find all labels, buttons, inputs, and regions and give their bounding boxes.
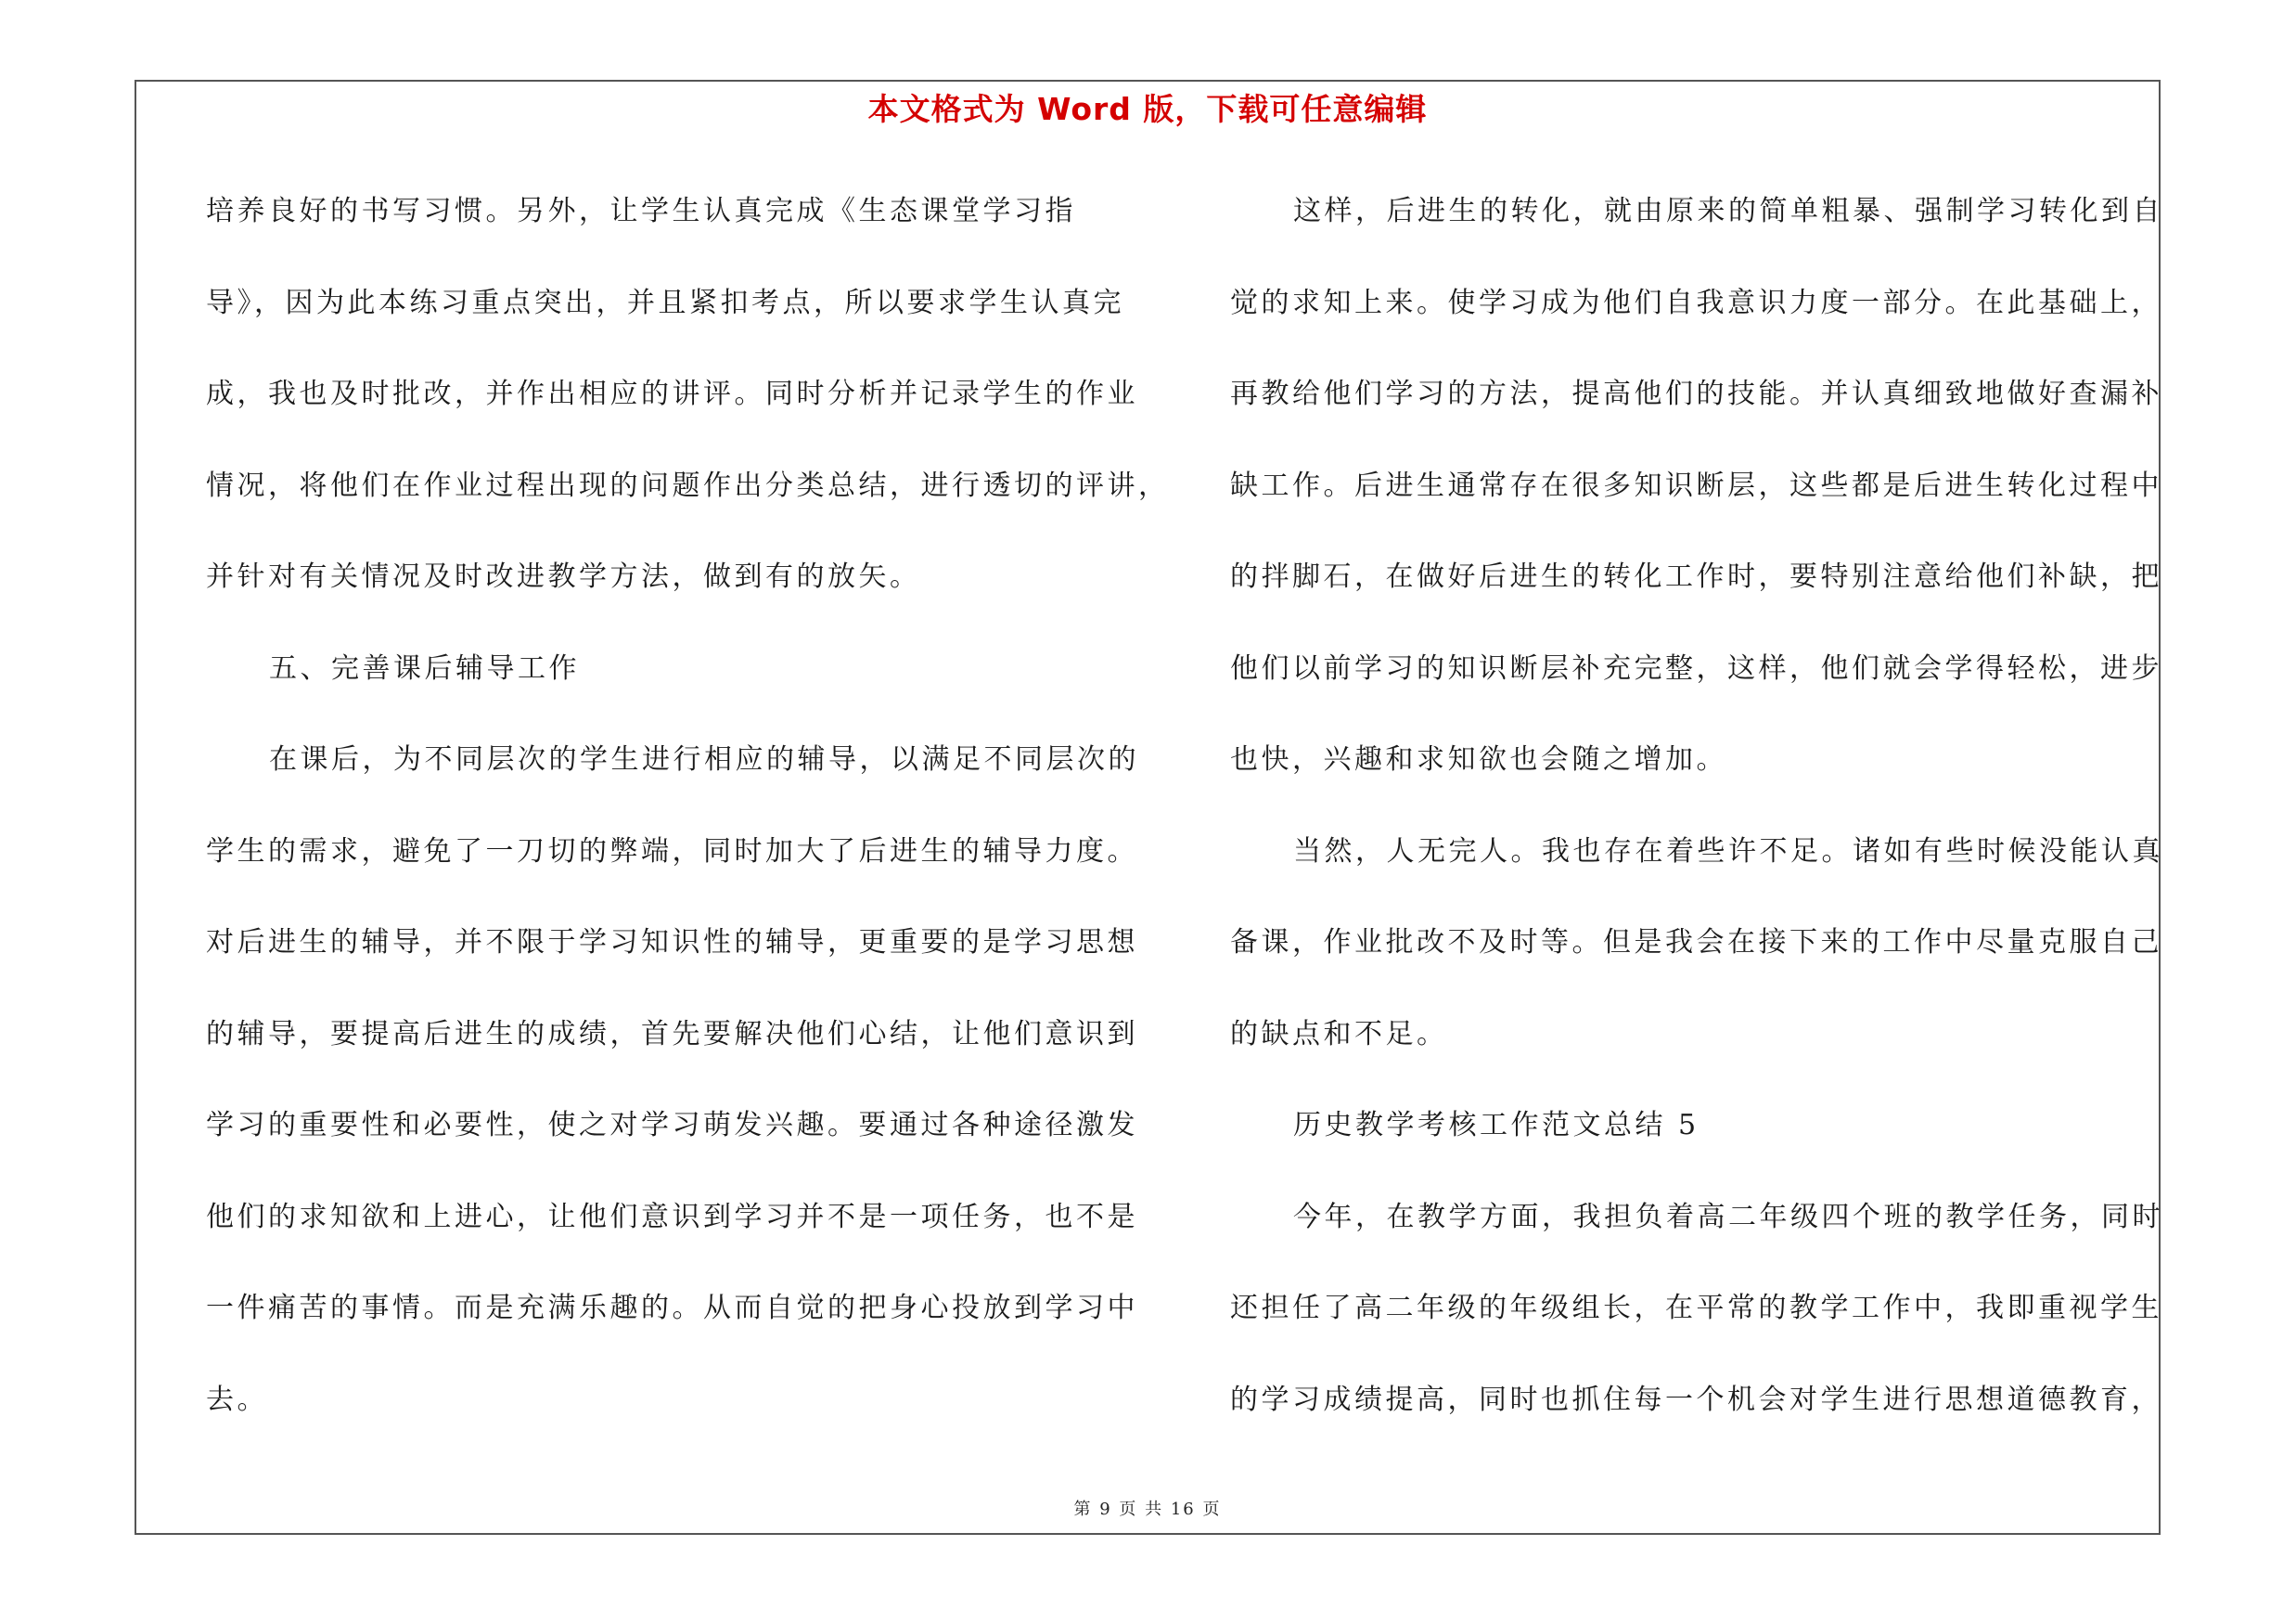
paragraph-line: 他们的求知欲和上进心，让他们意识到学习并不是一项任务，也不是	[206, 1200, 1138, 1233]
paragraph-line: 情况，将他们在作业过程出现的问题作出分类总结，进行透切的评讲，	[206, 469, 1170, 502]
paragraph-line: 再教给他们学习的方法，提高他们的技能。并认真细致地做好查漏补	[1230, 378, 2162, 410]
right-column	[1230, 184, 2167, 1463]
page-number: 第 9 页 共 16 页	[1073, 1500, 1222, 1519]
paragraph-line: 学习的重要性和必要性，使之对学习萌发兴趣。要通过各种途径激发	[206, 1109, 1138, 1141]
paragraph-line: 成，我也及时批改，并作出相应的讲评。同时分析并记录学生的作业	[206, 378, 1138, 410]
paragraph-line: 还担任了高二年级的年级组长，在平常的教学工作中，我即重视学生	[1230, 1292, 2162, 1324]
paragraph-line: 备课，作业批改不及时等。但是我会在接下来的工作中尽量克服自己	[1230, 926, 2162, 959]
paragraph-line: 培养良好的书写习惯。另外，让学生认真完成《生态课堂学习指	[206, 195, 1076, 227]
paragraph-line: 学生的需求，避免了一刀切的弊端，同时加大了后进生的辅导力度。	[206, 834, 1138, 868]
paragraph-line: 今年，在教学方面，我担负着高二年级四个班的教学任务，同时	[1293, 1200, 2163, 1233]
paragraph-line: 的缺点和不足。	[1230, 1017, 1448, 1050]
paragraph-line: 去。	[206, 1383, 268, 1416]
paragraph-line: 的学习成绩提高，同时也抓住每一个机会对学生进行思想道德教育，	[1230, 1383, 2162, 1416]
paragraph-line: 的辅导，要提高后进生的成绩，首先要解决他们心结，让他们意识到	[206, 1017, 1138, 1050]
section-heading: 五、完善课后辅导工作	[269, 651, 580, 685]
paragraph-line: 觉的求知上来。使学习成为他们自我意识力度一部分。在此基础上，	[1230, 286, 2162, 319]
left-column	[206, 184, 1170, 1463]
paragraph-line: 这样，后进生的转化，就由原来的简单粗暴、强制学习转化到自	[1293, 195, 2163, 227]
paragraph-line: 在课后，为不同层次的学生进行相应的辅导，以满足不同层次的	[269, 743, 1139, 776]
paragraph-line: 并针对有关情况及时改进教学方法，做到有的放矢。	[206, 560, 921, 593]
paragraph-line: 缺工作。后进生通常存在很多知识断层，这些都是后进生转化过程中	[1230, 469, 2162, 502]
paragraph-line: 一件痛苦的事情。而是充满乐趣的。从而自觉的把身心投放到学习中	[206, 1292, 1138, 1324]
paragraph-line: 他们以前学习的知识断层补充完整，这样，他们就会学得轻松，进步	[1230, 651, 2162, 685]
section-heading: 历史教学考核工作范文总结 5	[1293, 1109, 1700, 1141]
paragraph-line: 对后进生的辅导，并不限于学习知识性的辅导，更重要的是学习思想	[206, 926, 1138, 959]
document-banner: 本文格式为 Word 版，下载可任意编辑	[867, 91, 1428, 127]
paragraph-line: 的拌脚石，在做好后进生的转化工作时，要特别注意给他们补缺，把	[1230, 560, 2162, 593]
paragraph-line: 当然，人无完人。我也存在着些许不足。诸如有些时候没能认真	[1293, 834, 2163, 868]
paragraph-line: 导》，因为此本练习重点突出，并且紧扣考点，所以要求学生认真完	[206, 286, 1124, 319]
paragraph-line: 也快，兴趣和求知欲也会随之增加。	[1230, 743, 1727, 776]
